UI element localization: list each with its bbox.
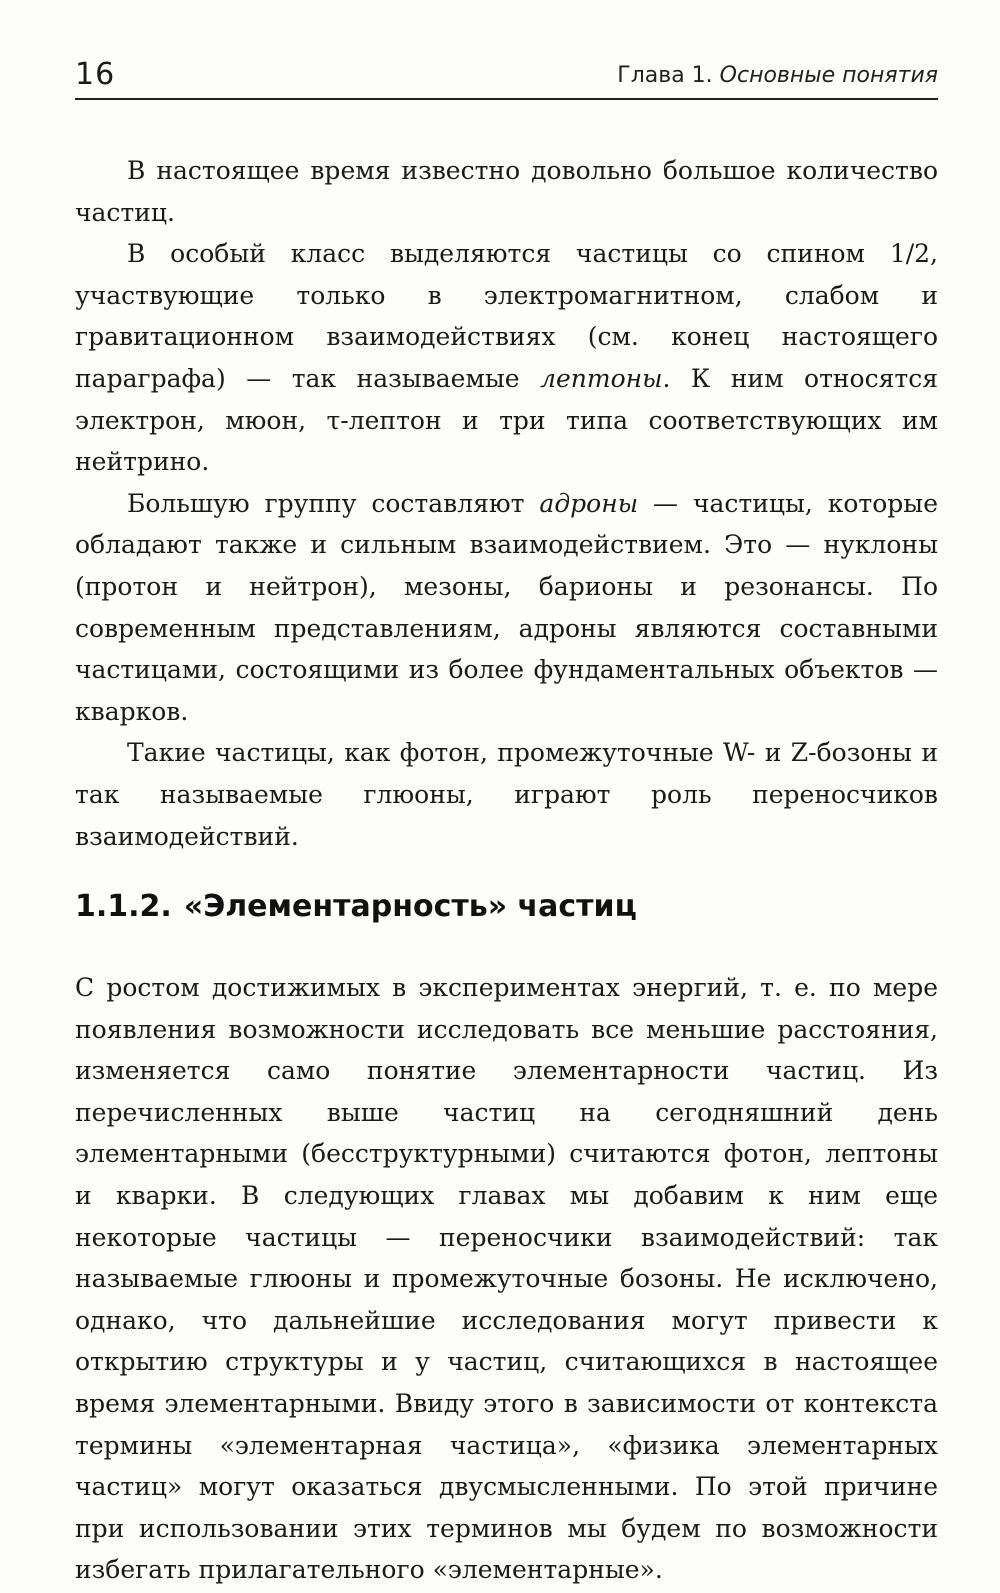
leptons-text-after: . К ним относятся электрон, мюон, τ-лептон и три типа соответствующих им нейтрино. [75, 363, 938, 477]
intro-text-block [75, 150, 938, 857]
paragraph-hadrons [75, 483, 938, 733]
chapter-title [617, 63, 938, 88]
hadrons-term: адроны [539, 488, 639, 518]
section-text-block [75, 967, 938, 1591]
section-number: 1.1.2. [75, 889, 172, 924]
hadrons-text-after: — частицы, которые обладают также и сильным взаимодействием. Это — нуклоны (протон и нейтрон), мезоны, барионы и резонансы. По современным представлениям, адроны являются составными частицами, состоящими из более фундаментальных объектов — кварков. [75, 488, 938, 726]
leptons-text-before: В особый класс выделяются частицы со спином 1/2, участвующие только в электромагнитном, слабом и гравитационном взаимодействиях (см. конец настоящего параграфа) — так называемые [75, 239, 938, 393]
chapter-name: Основные понятия [719, 63, 938, 88]
paragraph-carriers: Такие частицы, как фотон, промежуточные W- и Z-бозоны и так называемые глюоны, играют роль переносчиков взаимодействий. [75, 738, 938, 851]
running-head [75, 52, 938, 100]
section-title: «Элементарность» частиц [183, 889, 637, 924]
section-heading [75, 884, 637, 930]
chapter-prefix: Глава 1. [617, 63, 713, 88]
paragraph-leptons [75, 233, 938, 483]
paragraph-elementarity: С ростом достижимых в экспериментах энергий, т. е. по мере появления возможности исследовать все меньшие расстояния, изменяется само понятие элементарности частиц. Из перечисленных выше частиц на сегодняшний день элементарными (бесструктурными) считаются фотон, лептоны и кварки. В следующих главах мы добавим к ним еще некоторые частицы — переносчики взаимодействий: так называемые глюоны и промежуточные бозоны. Не исключено, однако, что дальнейшие исследования могут привести к открытию структуры и у частиц, считающихся в настоящее время элементарными. Ввиду этого в зависимости от контекста термины «элементарная частица», «физика элементарных частиц» могут оказаться двусмысленными. По этой причине при использовании этих терминов мы будем по возможности избегать прилагательного «элементарные». [75, 973, 938, 1585]
leptons-term: лептоны [540, 363, 663, 393]
paragraph-particles-count: В настоящее время известно довольно большое количество частиц. [75, 156, 938, 227]
hadrons-text-before: Большую группу составляют [127, 488, 540, 518]
page-number: 16 [75, 57, 116, 92]
